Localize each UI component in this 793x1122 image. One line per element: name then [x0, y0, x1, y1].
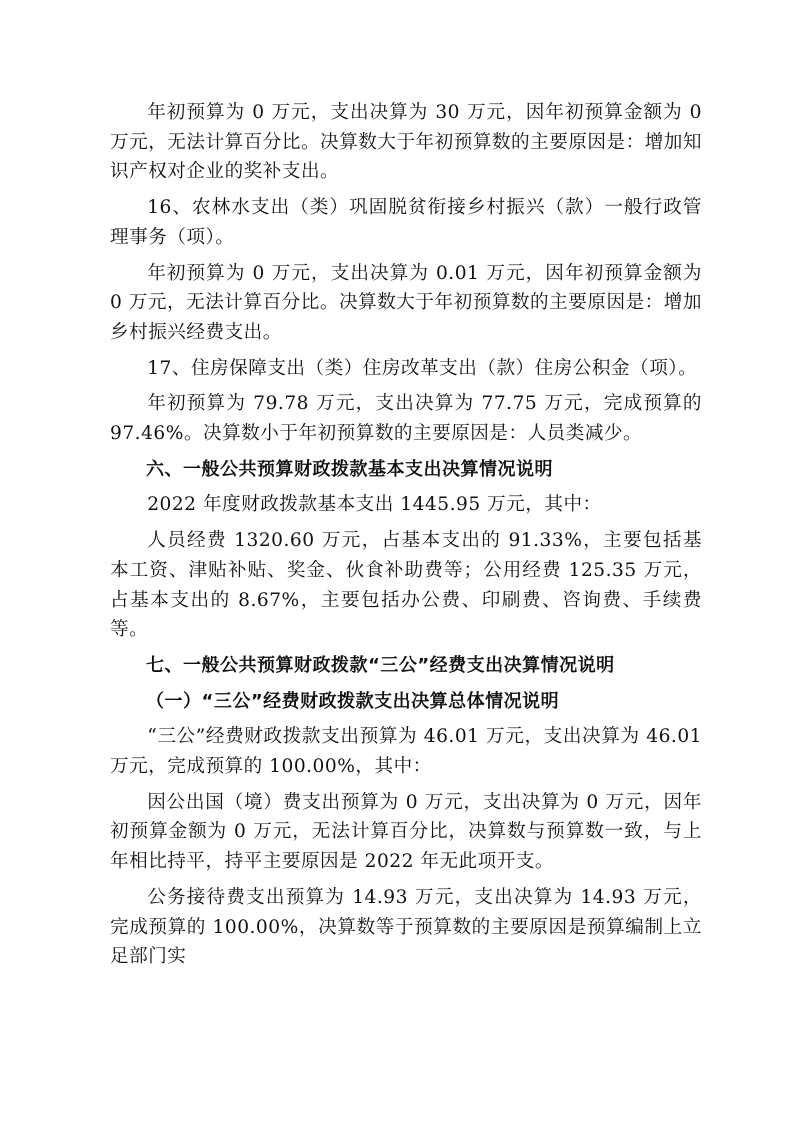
section-7-heading: 七、一般公共预算财政拨款“三公”经费支出决算情况说明 [146, 654, 615, 676]
paragraph-rural-revitalization-budget: 年初预算为 0 万元，支出决算为 0.01 万元，因年初预算金额为 0 万元，无法计算百分比。决算数大于年初预算数的主要原因是：增加乡村振兴经费支出。 [110, 262, 702, 343]
subsection-1-heading: （一）“三公”经费财政拨款支出决算总体情况说明 [146, 690, 560, 712]
paragraph-official-reception: 公务接待费支出预算为 14.93 万元，支出决算为 14.93 万元，完成预算的 100.00%，决算数等于预算数的主要原因是预算编制上立足部门实 [110, 886, 702, 968]
paragraph-basic-expenditure-total: 2022 年度财政拨款基本支出 1445.95 万元，其中： [147, 494, 602, 516]
paragraph-three-public-total: “三公”经费财政拨款支出预算为 46.01 万元，支出决算为 46.01 万元，完成预算的 100.00%，其中： [110, 726, 702, 778]
paragraph-overseas-travel: 因公出国（境）费支出预算为 0 万元，支出决算为 0 万元，因年初预算金额为 0 万元，无法计算百分比，决算数与预算数一致，与上年相比持平，持平主要原因是 2022 年无此项开支。 [110, 791, 702, 873]
paragraph-personnel-public-funds: 人员经费 1320.60 万元，占基本支出的 91.33%，主要包括基本工资、津贴补贴、奖金、伙食补助费等；公用经费 125.35 万元，占基本支出的 8.67%，主要包括办公费、印刷费、咨询费、手续费等。 [110, 530, 702, 641]
document-page [110, 98, 702, 972]
paragraph-ip-award-budget: 年初预算为 0 万元，支出决算为 30 万元，因年初预算金额为 0 万元，无法计算百分比。决算数大于年初预算数的主要原因是：增加知识产权对企业的奖补支出。 [110, 102, 702, 183]
item-17-title: 17、住房保障支出（类）住房改革支出（款）住房公积金（项）。 [147, 357, 698, 379]
section-6-heading: 六、一般公共预算财政拨款基本支出决算情况说明 [146, 458, 553, 480]
paragraph-housing-fund-budget: 年初预算为 79.78 万元，支出决算为 77.75 万元，完成预算的 97.46%。决算数小于年初预算数的主要原因是：人员类减少。 [110, 393, 702, 445]
item-16-title: 16、农林水支出（类）巩固脱贫衔接乡村振兴（款）一般行政管理事务（项）。 [110, 197, 702, 248]
